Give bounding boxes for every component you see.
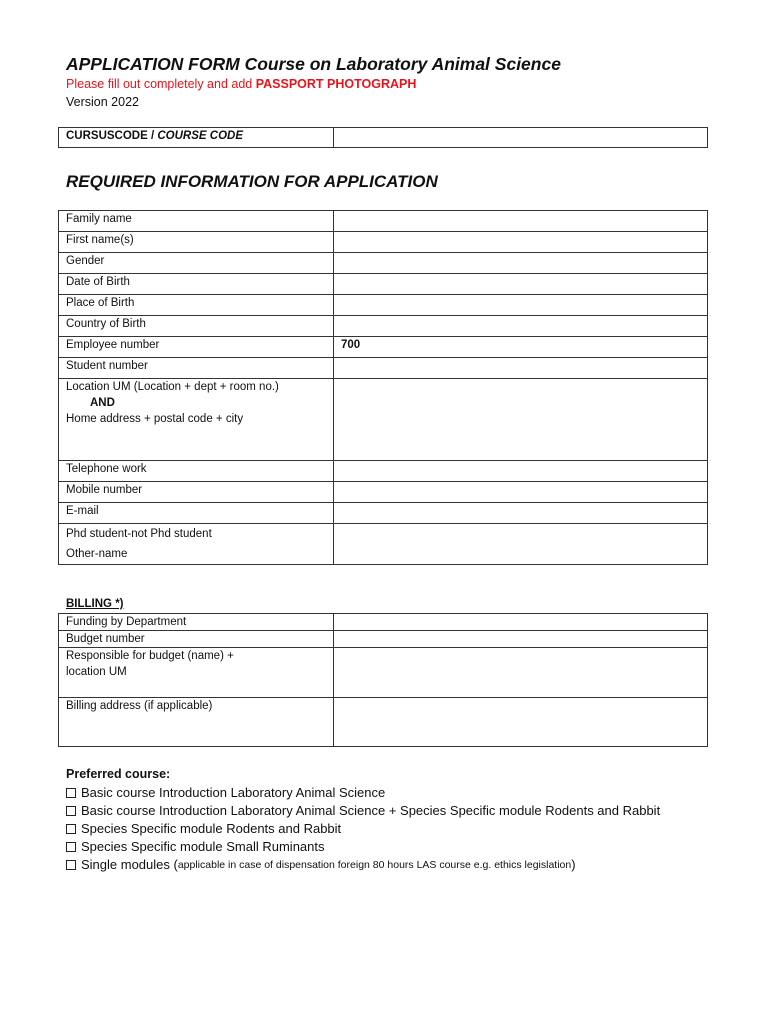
family-name-field[interactable] xyxy=(334,211,708,232)
list-item xyxy=(66,838,660,856)
table-row xyxy=(59,648,708,698)
table-row xyxy=(59,631,708,648)
list-item xyxy=(66,784,660,802)
email-label: E-mail xyxy=(59,503,334,524)
option-label: Single modules ( xyxy=(81,857,178,872)
table-row xyxy=(59,211,708,232)
instruction-text xyxy=(66,77,416,91)
course-code-label-plain: CURSUSCODE / xyxy=(66,130,158,142)
table-row xyxy=(59,482,708,503)
billing-address-label: Billing address (if applicable) xyxy=(59,698,334,747)
employee-number-field[interactable]: 700 xyxy=(334,337,708,358)
course-code-field[interactable] xyxy=(334,128,708,148)
course-code-label-italic: COURSE CODE xyxy=(157,130,243,142)
option-label: Basic course Introduction Laboratory Animal Science + Species Specific module Rodents and Rabbit xyxy=(81,803,661,818)
location-label-line1: Location UM (Location + dept + room no.) xyxy=(66,381,279,393)
table-row xyxy=(59,461,708,482)
phd-status-field[interactable] xyxy=(334,524,708,565)
table-row xyxy=(59,253,708,274)
required-info-heading: REQUIRED INFORMATION FOR APPLICATION xyxy=(66,172,438,191)
date-of-birth-field[interactable] xyxy=(334,274,708,295)
date-of-birth-label: Date of Birth xyxy=(59,274,334,295)
table-row xyxy=(59,274,708,295)
table-row xyxy=(59,295,708,316)
budget-number-field[interactable] xyxy=(334,631,708,648)
version-label: Version 2022 xyxy=(66,95,139,109)
course-code-row xyxy=(59,128,708,148)
preferred-course-heading: Preferred course: xyxy=(66,767,171,781)
funding-label: Funding by Department xyxy=(59,614,334,631)
billing-heading: BILLING *) xyxy=(66,598,124,610)
checkbox-rodents-rabbit[interactable] xyxy=(66,824,76,834)
country-of-birth-field[interactable] xyxy=(334,316,708,337)
location-label xyxy=(59,379,334,461)
budget-responsible-label xyxy=(59,648,334,698)
billing-address-field[interactable] xyxy=(334,698,708,747)
checkbox-small-ruminants[interactable] xyxy=(66,842,76,852)
preferred-course-list xyxy=(66,784,660,874)
telephone-work-field[interactable] xyxy=(334,461,708,482)
budget-responsible-line2: location UM xyxy=(66,666,127,678)
course-code-table xyxy=(58,127,708,148)
form-title-bold: APPLICATION FORM xyxy=(66,54,240,74)
option-label: Species Specific module Small Ruminants xyxy=(81,839,325,854)
checkbox-single-modules[interactable] xyxy=(66,860,76,870)
table-row xyxy=(59,614,708,631)
checkbox-basic-plus-rodents[interactable] xyxy=(66,806,76,816)
table-row xyxy=(59,232,708,253)
course-code-label xyxy=(59,128,334,148)
table-row xyxy=(59,698,708,747)
budget-number-label: Budget number xyxy=(59,631,334,648)
billing-table xyxy=(58,613,708,747)
gender-label: Gender xyxy=(59,253,334,274)
instruction-bold: PASSPORT PHOTOGRAPH xyxy=(255,77,417,91)
phd-status-label xyxy=(59,524,334,565)
employee-number-label: Employee number xyxy=(59,337,334,358)
mobile-number-field[interactable] xyxy=(334,482,708,503)
phd-status-line1: Phd student-not Phd student xyxy=(66,528,212,540)
family-name-label: Family name xyxy=(59,211,334,232)
location-label-line3: Home address + postal code + city xyxy=(66,413,244,425)
student-number-label: Student number xyxy=(59,358,334,379)
instruction-plain: Please fill out completely and add xyxy=(66,77,256,91)
telephone-work-label: Telephone work xyxy=(59,461,334,482)
table-row xyxy=(59,337,708,358)
table-row xyxy=(59,524,708,565)
first-names-field[interactable] xyxy=(334,232,708,253)
required-info-table xyxy=(58,210,708,565)
option-label: Species Specific module Rodents and Rabbit xyxy=(81,821,342,836)
location-field[interactable] xyxy=(334,379,708,461)
mobile-number-label: Mobile number xyxy=(59,482,334,503)
country-of-birth-label: Country of Birth xyxy=(59,316,334,337)
option-label: Basic course Introduction Laboratory Animal Science xyxy=(81,785,386,800)
location-label-and: AND xyxy=(90,397,115,409)
funding-field[interactable] xyxy=(334,614,708,631)
table-row xyxy=(59,316,708,337)
place-of-birth-field[interactable] xyxy=(334,295,708,316)
list-item xyxy=(66,820,660,838)
table-row xyxy=(59,358,708,379)
option-note: applicable in case of dispensation foreign 80 hours LAS course e.g. ethics legislation xyxy=(177,859,572,871)
gender-field[interactable] xyxy=(334,253,708,274)
table-row xyxy=(59,503,708,524)
budget-responsible-line1: Responsible for budget (name) + xyxy=(66,650,234,662)
email-field[interactable] xyxy=(334,503,708,524)
form-title-rest: Course on Laboratory Animal Science xyxy=(239,54,561,74)
checkbox-basic-course[interactable] xyxy=(66,788,76,798)
student-number-field[interactable] xyxy=(334,358,708,379)
list-item xyxy=(66,802,660,820)
table-row xyxy=(59,379,708,461)
list-item xyxy=(66,856,660,874)
place-of-birth-label: Place of Birth xyxy=(59,295,334,316)
form-title xyxy=(66,54,561,75)
budget-responsible-field[interactable] xyxy=(334,648,708,698)
phd-status-line2: Other-name xyxy=(66,548,128,560)
option-suffix: ) xyxy=(571,857,576,872)
first-names-label: First name(s) xyxy=(59,232,334,253)
